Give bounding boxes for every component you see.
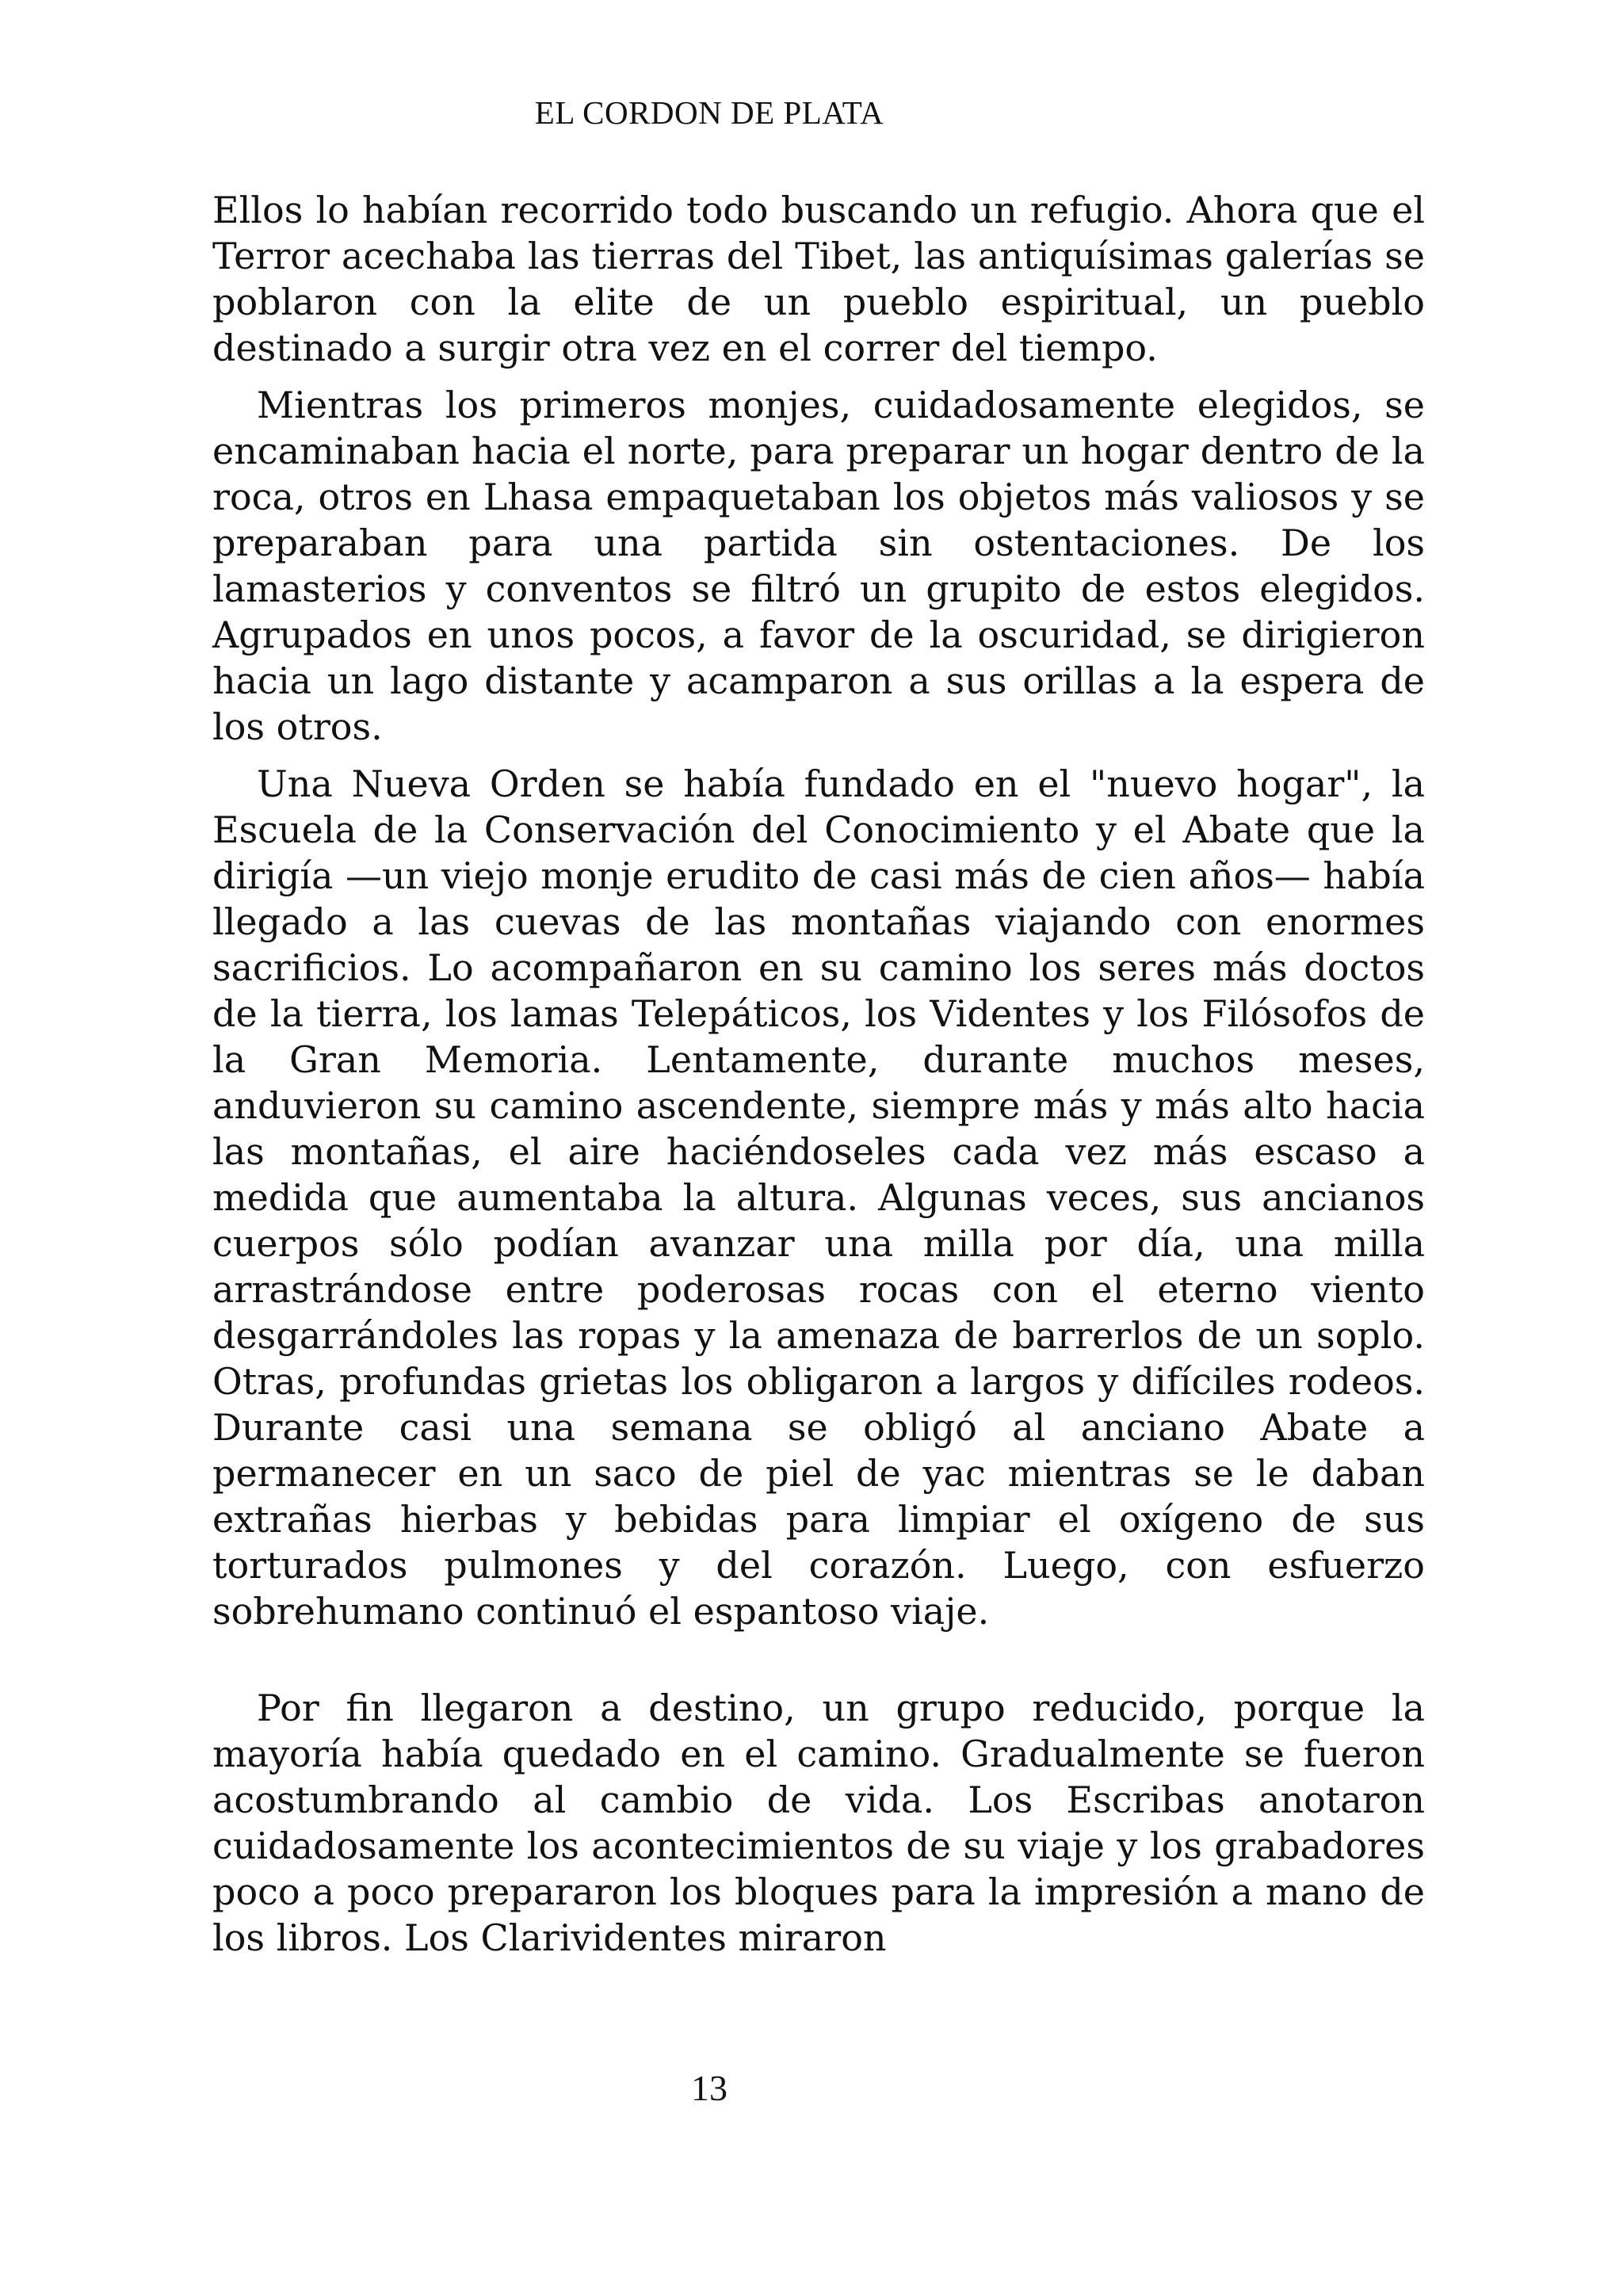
paragraph-1: Ellos lo habían recorrido todo buscando un refugio. Ahora que el Terror acechaba las tierras del Tibet, las antiquísimas galerías se poblaron con la elite de un pueblo espiritual, un pueblo destinado a surgir otra vez en el correr del tiempo.: [212, 189, 1425, 369]
page-number: 13: [691, 2068, 727, 2108]
paragraph-3: Una Nueva Orden se había fundado en el "nuevo hogar", la Escuela de la Conservación del Conocimiento y el Abate que la dirigía —un viejo monje erudito de casi más de cien años— había llegado a las cuevas de las montañas viajando con enormes sacrificios. Lo acompañaron en su camino los seres más doctos de la tierra, los lamas Telepáticos, los Videntes y los Filósofos de la Gran Memoria. Lentamente, durante muchos meses, anduvieron su camino ascendente, siempre más y más alto hacia las montañas, el aire haciéndoseles cada vez más escaso a medida que aumentaba la altura. Algunas veces, sus ancianos cuerpos sólo podían avanzar una milla por día, una milla arrastrándose entre poderosas rocas con el eterno viento desgarrándoles las ropas y la amenaza de barrerlos de un soplo. Otras, profundas grietas los obligaron a largos y difíciles rodeos. Durante casi una semana se obligó al anciano Abate a permanecer en un saco de piel de yac mientras se le daban extrañas hierbas y bebidas para limpiar el oxígeno de sus torturados pulmones y del corazón. Luego, con esfuerzo sobrehumano continuó el espantoso viaje.: [212, 762, 1425, 1633]
paragraph-2: Mientras los primeros monjes, cuidadosamente elegidos, se encaminaban hacia el norte, para preparar un hogar dentro de la roca, otros en Lhasa empaquetaban los objetos más valiosos y se preparaban para una partida sin ostentaciones. De los lamasterios y conventos se filtró un grupito de estos elegidos. Agrupados en unos pocos, a favor de la oscuridad, se dirigieron hacia un lago distante y acamparon a sus orillas a la espera de los otros.: [212, 384, 1425, 748]
paragraph-4: Por fin llegaron a destino, un grupo reducido, porque la mayoría había quedado en el camino. Gradualmente se fueron acostumbrando al cambio de vida. Los Escribas anotaron cuidadosamente los acontecimientos de su viaje y los grabadores poco a poco prepararon los bloques para la impresión a mano de los libros. Los Clarividentes miraron: [212, 1687, 1425, 1959]
running-head-title: EL CORDON DE PLATA: [534, 94, 884, 131]
body-text: [212, 187, 1425, 1972]
